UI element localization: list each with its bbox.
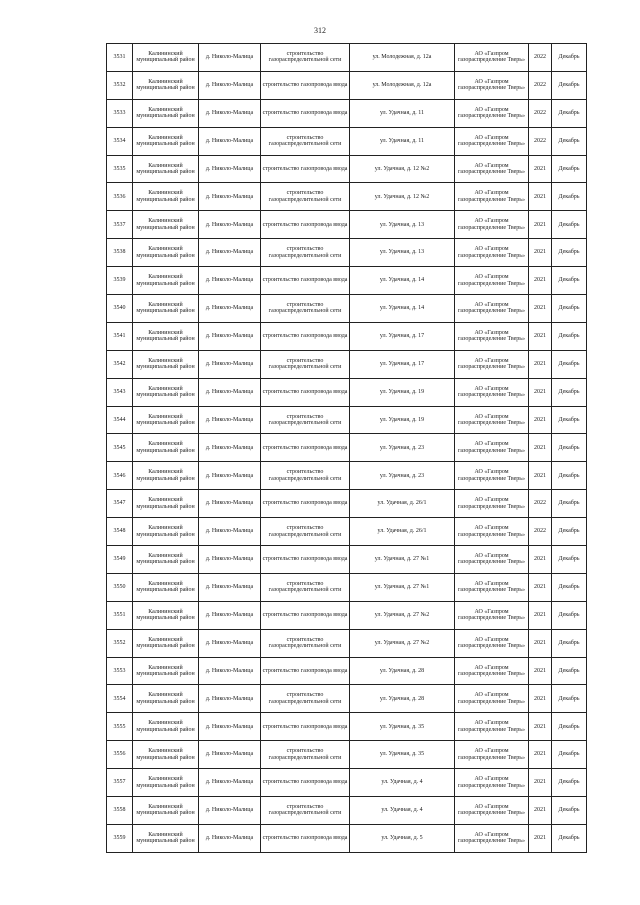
address-cell: ул. Удачная, д. 28 (350, 685, 455, 713)
organization-cell: АО «Газпром газораспределение Тверь» (455, 44, 529, 72)
address-cell: ул. Удачная, д. 4 (350, 797, 455, 825)
locality-cell: д. Николо-Малица (199, 239, 261, 267)
month-cell: Декабрь (552, 127, 587, 155)
year-cell: 2021 (529, 406, 552, 434)
locality-cell: д. Николо-Малица (199, 518, 261, 546)
address-cell: ул. Удачная, д. 28 (350, 657, 455, 685)
year-cell: 2021 (529, 267, 552, 295)
work-type-cell: строительство газораспределительной сети (261, 741, 350, 769)
table-row (107, 824, 587, 852)
address-cell: ул. Удачная, д. 11 (350, 127, 455, 155)
row-number-cell: 3549 (107, 546, 133, 574)
year-cell: 2021 (529, 713, 552, 741)
district-cell: Калининский муниципальный район (133, 71, 199, 99)
work-type-cell: строительство газопровода ввода (261, 490, 350, 518)
year-cell: 2021 (529, 546, 552, 574)
district-cell: Калининский муниципальный район (133, 657, 199, 685)
address-cell: ул. Молодежная, д. 12а (350, 44, 455, 72)
table-row (107, 155, 587, 183)
table-row (107, 267, 587, 295)
year-cell: 2021 (529, 322, 552, 350)
district-cell: Калининский муниципальный район (133, 434, 199, 462)
row-number-cell: 3533 (107, 99, 133, 127)
work-type-cell: строительство газопровода ввода (261, 434, 350, 462)
address-cell: ул. Удачная, д. 26/1 (350, 490, 455, 518)
table-row (107, 295, 587, 323)
address-cell: ул. Удачная, д. 23 (350, 434, 455, 462)
row-number-cell: 3554 (107, 685, 133, 713)
year-cell: 2021 (529, 685, 552, 713)
table-row (107, 713, 587, 741)
locality-cell: д. Николо-Малица (199, 797, 261, 825)
month-cell: Декабрь (552, 239, 587, 267)
work-type-cell: строительство газопровода ввода (261, 99, 350, 127)
organization-cell: АО «Газпром газораспределение Тверь» (455, 601, 529, 629)
month-cell: Декабрь (552, 183, 587, 211)
work-type-cell: строительство газораспределительной сети (261, 518, 350, 546)
row-number-cell: 3546 (107, 462, 133, 490)
address-cell: ул. Молодежная, д. 12а (350, 71, 455, 99)
year-cell: 2022 (529, 71, 552, 99)
locality-cell: д. Николо-Малица (199, 99, 261, 127)
district-cell: Калининский муниципальный район (133, 518, 199, 546)
locality-cell: д. Николо-Малица (199, 741, 261, 769)
row-number-cell: 3550 (107, 573, 133, 601)
work-type-cell: строительство газопровода ввода (261, 601, 350, 629)
year-cell: 2021 (529, 211, 552, 239)
row-number-cell: 3559 (107, 824, 133, 852)
work-type-cell: строительство газопровода ввода (261, 657, 350, 685)
year-cell: 2021 (529, 350, 552, 378)
district-cell: Калининский муниципальный район (133, 573, 199, 601)
work-type-cell: строительство газораспределительной сети (261, 797, 350, 825)
month-cell: Декабрь (552, 99, 587, 127)
work-type-cell: строительство газораспределительной сети (261, 44, 350, 72)
year-cell: 2021 (529, 434, 552, 462)
address-cell: ул. Удачная, д. 11 (350, 99, 455, 127)
table-row (107, 322, 587, 350)
year-cell: 2021 (529, 769, 552, 797)
organization-cell: АО «Газпром газораспределение Тверь» (455, 295, 529, 323)
organization-cell: АО «Газпром газораспределение Тверь» (455, 797, 529, 825)
table-row (107, 685, 587, 713)
organization-cell: АО «Газпром газораспределение Тверь» (455, 183, 529, 211)
table-row (107, 239, 587, 267)
month-cell: Декабрь (552, 378, 587, 406)
month-cell: Декабрь (552, 601, 587, 629)
table-row (107, 629, 587, 657)
row-number-cell: 3558 (107, 797, 133, 825)
month-cell: Декабрь (552, 155, 587, 183)
month-cell: Декабрь (552, 211, 587, 239)
row-number-cell: 3534 (107, 127, 133, 155)
organization-cell: АО «Газпром газораспределение Тверь» (455, 71, 529, 99)
locality-cell: д. Николо-Малица (199, 713, 261, 741)
locality-cell: д. Николо-Малица (199, 769, 261, 797)
locality-cell: д. Николо-Малица (199, 657, 261, 685)
row-number-cell: 3536 (107, 183, 133, 211)
table-row (107, 350, 587, 378)
row-number-cell: 3556 (107, 741, 133, 769)
locality-cell: д. Николо-Малица (199, 71, 261, 99)
work-type-cell: строительство газораспределительной сети (261, 685, 350, 713)
work-type-cell: строительство газораспределительной сети (261, 462, 350, 490)
address-cell: ул. Удачная, д. 14 (350, 295, 455, 323)
table-row (107, 71, 587, 99)
work-type-cell: строительство газопровода ввода (261, 155, 350, 183)
table-row (107, 44, 587, 72)
locality-cell: д. Николо-Малица (199, 824, 261, 852)
organization-cell: АО «Газпром газораспределение Тверь» (455, 127, 529, 155)
organization-cell: АО «Газпром газораспределение Тверь» (455, 462, 529, 490)
organization-cell: АО «Газпром газораспределение Тверь» (455, 99, 529, 127)
month-cell: Декабрь (552, 350, 587, 378)
locality-cell: д. Николо-Малица (199, 546, 261, 574)
work-type-cell: строительство газопровода ввода (261, 769, 350, 797)
row-number-cell: 3548 (107, 518, 133, 546)
month-cell: Декабрь (552, 267, 587, 295)
month-cell: Декабрь (552, 406, 587, 434)
address-cell: ул. Удачная, д. 27 №2 (350, 629, 455, 657)
month-cell: Декабрь (552, 797, 587, 825)
locality-cell: д. Николо-Малица (199, 295, 261, 323)
year-cell: 2021 (529, 824, 552, 852)
organization-cell: АО «Газпром газораспределение Тверь» (455, 434, 529, 462)
district-cell: Калининский муниципальный район (133, 99, 199, 127)
year-cell: 2022 (529, 127, 552, 155)
address-cell: ул. Удачная, д. 26/1 (350, 518, 455, 546)
work-type-cell: строительство газопровода ввода (261, 267, 350, 295)
organization-cell: АО «Газпром газораспределение Тверь» (455, 155, 529, 183)
table-row (107, 741, 587, 769)
gas-works-table (106, 43, 587, 853)
month-cell: Декабрь (552, 685, 587, 713)
locality-cell: д. Николо-Малица (199, 629, 261, 657)
row-number-cell: 3553 (107, 657, 133, 685)
organization-cell: АО «Газпром газораспределение Тверь» (455, 573, 529, 601)
district-cell: Калининский муниципальный район (133, 741, 199, 769)
district-cell: Калининский муниципальный район (133, 127, 199, 155)
month-cell: Декабрь (552, 434, 587, 462)
work-type-cell: строительство газопровода ввода (261, 546, 350, 574)
address-cell: ул. Удачная, д. 12 №2 (350, 155, 455, 183)
month-cell: Декабрь (552, 295, 587, 323)
row-number-cell: 3545 (107, 434, 133, 462)
district-cell: Калининский муниципальный район (133, 44, 199, 72)
address-cell: ул. Удачная, д. 13 (350, 211, 455, 239)
organization-cell: АО «Газпром газораспределение Тверь» (455, 769, 529, 797)
work-type-cell: строительство газопровода ввода (261, 71, 350, 99)
year-cell: 2022 (529, 99, 552, 127)
table-row (107, 797, 587, 825)
organization-cell: АО «Газпром газораспределение Тверь» (455, 629, 529, 657)
year-cell: 2021 (529, 239, 552, 267)
work-type-cell: строительство газопровода ввода (261, 322, 350, 350)
address-cell: ул. Удачная, д. 35 (350, 713, 455, 741)
address-cell: ул. Удачная, д. 19 (350, 378, 455, 406)
row-number-cell: 3539 (107, 267, 133, 295)
year-cell: 2021 (529, 629, 552, 657)
address-cell: ул. Удачная, д. 12 №2 (350, 183, 455, 211)
district-cell: Калининский муниципальный район (133, 490, 199, 518)
organization-cell: АО «Газпром газораспределение Тверь» (455, 378, 529, 406)
month-cell: Декабрь (552, 657, 587, 685)
table-row (107, 378, 587, 406)
district-cell: Калининский муниципальный район (133, 685, 199, 713)
row-number-cell: 3551 (107, 601, 133, 629)
work-type-cell: строительство газораспределительной сети (261, 127, 350, 155)
locality-cell: д. Николо-Малица (199, 406, 261, 434)
table-row (107, 406, 587, 434)
district-cell: Калининский муниципальный район (133, 155, 199, 183)
district-cell: Калининский муниципальный район (133, 239, 199, 267)
table-row (107, 434, 587, 462)
year-cell: 2021 (529, 797, 552, 825)
district-cell: Калининский муниципальный район (133, 267, 199, 295)
locality-cell: д. Николо-Малица (199, 434, 261, 462)
year-cell: 2021 (529, 155, 552, 183)
locality-cell: д. Николо-Малица (199, 267, 261, 295)
district-cell: Калининский муниципальный район (133, 769, 199, 797)
row-number-cell: 3544 (107, 406, 133, 434)
work-type-cell: строительство газопровода ввода (261, 211, 350, 239)
district-cell: Калининский муниципальный район (133, 378, 199, 406)
table-row (107, 601, 587, 629)
table-row (107, 573, 587, 601)
organization-cell: АО «Газпром газораспределение Тверь» (455, 322, 529, 350)
organization-cell: АО «Газпром газораспределение Тверь» (455, 713, 529, 741)
year-cell: 2022 (529, 518, 552, 546)
address-cell: ул. Удачная, д. 27 №1 (350, 573, 455, 601)
organization-cell: АО «Газпром газораспределение Тверь» (455, 685, 529, 713)
locality-cell: д. Николо-Малица (199, 350, 261, 378)
row-number-cell: 3531 (107, 44, 133, 72)
month-cell: Декабрь (552, 462, 587, 490)
address-cell: ул. Удачная, д. 19 (350, 406, 455, 434)
district-cell: Калининский муниципальный район (133, 406, 199, 434)
year-cell: 2021 (529, 657, 552, 685)
row-number-cell: 3537 (107, 211, 133, 239)
locality-cell: д. Николо-Малица (199, 44, 261, 72)
row-number-cell: 3547 (107, 490, 133, 518)
organization-cell: АО «Газпром газораспределение Тверь» (455, 490, 529, 518)
month-cell: Декабрь (552, 713, 587, 741)
address-cell: ул. Удачная, д. 27 №1 (350, 546, 455, 574)
row-number-cell: 3552 (107, 629, 133, 657)
table-row (107, 546, 587, 574)
row-number-cell: 3541 (107, 322, 133, 350)
row-number-cell: 3557 (107, 769, 133, 797)
organization-cell: АО «Газпром газораспределение Тверь» (455, 741, 529, 769)
locality-cell: д. Николо-Малица (199, 601, 261, 629)
district-cell: Калининский муниципальный район (133, 462, 199, 490)
table-row (107, 518, 587, 546)
address-cell: ул. Удачная, д. 35 (350, 741, 455, 769)
district-cell: Калининский муниципальный район (133, 350, 199, 378)
address-cell: ул. Удачная, д. 14 (350, 267, 455, 295)
address-cell: ул. Удачная, д. 23 (350, 462, 455, 490)
work-type-cell: строительство газораспределительной сети (261, 629, 350, 657)
work-type-cell: строительство газораспределительной сети (261, 406, 350, 434)
work-type-cell: строительство газораспределительной сети (261, 239, 350, 267)
address-cell: ул. Удачная, д. 13 (350, 239, 455, 267)
organization-cell: АО «Газпром газораспределение Тверь» (455, 518, 529, 546)
table-row (107, 183, 587, 211)
row-number-cell: 3542 (107, 350, 133, 378)
month-cell: Декабрь (552, 71, 587, 99)
month-cell: Декабрь (552, 741, 587, 769)
organization-cell: АО «Газпром газораспределение Тверь» (455, 350, 529, 378)
organization-cell: АО «Газпром газораспределение Тверь» (455, 824, 529, 852)
year-cell: 2021 (529, 183, 552, 211)
row-number-cell: 3555 (107, 713, 133, 741)
year-cell: 2021 (529, 295, 552, 323)
month-cell: Декабрь (552, 573, 587, 601)
address-cell: ул. Удачная, д. 5 (350, 824, 455, 852)
page-number: 312 (314, 26, 326, 35)
district-cell: Калининский муниципальный район (133, 601, 199, 629)
year-cell: 2021 (529, 573, 552, 601)
organization-cell: АО «Газпром газораспределение Тверь» (455, 657, 529, 685)
month-cell: Декабрь (552, 769, 587, 797)
row-number-cell: 3543 (107, 378, 133, 406)
locality-cell: д. Николо-Малица (199, 378, 261, 406)
month-cell: Декабрь (552, 629, 587, 657)
district-cell: Калининский муниципальный район (133, 322, 199, 350)
locality-cell: д. Николо-Малица (199, 211, 261, 239)
district-cell: Калининский муниципальный район (133, 713, 199, 741)
table-row (107, 462, 587, 490)
work-type-cell: строительство газопровода ввода (261, 713, 350, 741)
organization-cell: АО «Газпром газораспределение Тверь» (455, 239, 529, 267)
locality-cell: д. Николо-Малица (199, 183, 261, 211)
table-row (107, 769, 587, 797)
month-cell: Декабрь (552, 546, 587, 574)
work-type-cell: строительство газопровода ввода (261, 378, 350, 406)
district-cell: Калининский муниципальный район (133, 295, 199, 323)
work-type-cell: строительство газораспределительной сети (261, 350, 350, 378)
locality-cell: д. Николо-Малица (199, 490, 261, 518)
table-body (107, 44, 587, 853)
table-row (107, 127, 587, 155)
month-cell: Декабрь (552, 322, 587, 350)
year-cell: 2022 (529, 490, 552, 518)
year-cell: 2021 (529, 741, 552, 769)
work-type-cell: строительство газораспределительной сети (261, 183, 350, 211)
row-number-cell: 3538 (107, 239, 133, 267)
table-row (107, 490, 587, 518)
locality-cell: д. Николо-Малица (199, 462, 261, 490)
table-row (107, 657, 587, 685)
locality-cell: д. Николо-Малица (199, 127, 261, 155)
work-type-cell: строительство газораспределительной сети (261, 295, 350, 323)
district-cell: Калининский муниципальный район (133, 797, 199, 825)
row-number-cell: 3532 (107, 71, 133, 99)
month-cell: Декабрь (552, 518, 587, 546)
month-cell: Декабрь (552, 824, 587, 852)
month-cell: Декабрь (552, 44, 587, 72)
table-row (107, 211, 587, 239)
locality-cell: д. Николо-Малица (199, 155, 261, 183)
address-cell: ул. Удачная, д. 17 (350, 350, 455, 378)
district-cell: Калининский муниципальный район (133, 211, 199, 239)
locality-cell: д. Николо-Малица (199, 322, 261, 350)
district-cell: Калининский муниципальный район (133, 183, 199, 211)
row-number-cell: 3540 (107, 295, 133, 323)
organization-cell: АО «Газпром газораспределение Тверь» (455, 267, 529, 295)
year-cell: 2022 (529, 44, 552, 72)
month-cell: Декабрь (552, 490, 587, 518)
district-cell: Калининский муниципальный район (133, 824, 199, 852)
organization-cell: АО «Газпром газораспределение Тверь» (455, 546, 529, 574)
work-type-cell: строительство газопровода ввода (261, 824, 350, 852)
address-cell: ул. Удачная, д. 17 (350, 322, 455, 350)
address-cell: ул. Удачная, д. 27 №2 (350, 601, 455, 629)
organization-cell: АО «Газпром газораспределение Тверь» (455, 211, 529, 239)
district-cell: Калининский муниципальный район (133, 546, 199, 574)
locality-cell: д. Николо-Малица (199, 685, 261, 713)
year-cell: 2021 (529, 378, 552, 406)
table-row (107, 99, 587, 127)
year-cell: 2021 (529, 601, 552, 629)
organization-cell: АО «Газпром газораспределение Тверь» (455, 406, 529, 434)
district-cell: Калининский муниципальный район (133, 629, 199, 657)
work-type-cell: строительство газораспределительной сети (261, 573, 350, 601)
row-number-cell: 3535 (107, 155, 133, 183)
year-cell: 2021 (529, 462, 552, 490)
address-cell: ул. Удачная, д. 4 (350, 769, 455, 797)
locality-cell: д. Николо-Малица (199, 573, 261, 601)
